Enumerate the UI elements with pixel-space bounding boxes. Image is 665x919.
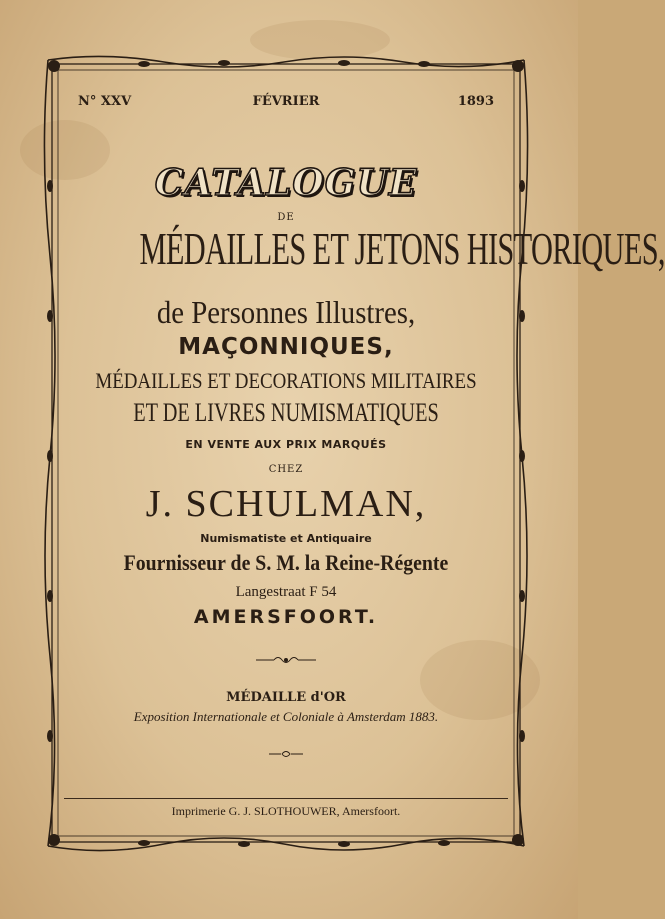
issue-year: 1893 — [457, 94, 494, 109]
issue-header — [78, 94, 494, 114]
scroll-ornament-icon — [64, 650, 508, 669]
title-en-vente: EN VENTE AUX PRIX MARQUÉS — [185, 438, 387, 451]
catalogue-title: CATALOGUE — [154, 162, 418, 204]
title-livres-numismatiques: ET DE LIVRES NUMISMATIQUES — [133, 398, 439, 427]
dealer-street: Langestraat F 54 — [235, 584, 337, 600]
printer-line: Imprimerie G. J. SLOTHOUWER, Amersfoort. — [171, 804, 401, 818]
title-medailles-jetons: MÉDAILLES ET JETONS HISTORIQUES, — [139, 223, 665, 274]
paper-stain — [250, 20, 390, 60]
cross-ornament-icon — [64, 744, 508, 763]
dealer-chez: CHEZ — [268, 464, 304, 475]
dealer-profession: Numismatiste et Antiquaire — [200, 532, 372, 545]
dealer-name: J. SCHULMAN, — [145, 483, 427, 525]
award-exhibition: Exposition Internationale et Coloniale à Amsterdam 1883. — [133, 709, 439, 724]
dealer-city: AMERSFOORT. — [193, 606, 379, 628]
issue-number: N° XXV — [78, 94, 132, 109]
award-medal: MÉDAILLE d'OR — [226, 690, 346, 705]
footer-rule — [64, 798, 508, 799]
title-maconniques: MAÇONNIQUES, — [178, 334, 394, 360]
cover-content — [64, 76, 665, 836]
title-decorations-militaires: MÉDAILLES ET DECORATIONS MILITAIRES — [95, 368, 477, 393]
title-personnes-illustres: de Personnes Illustres, — [156, 294, 416, 330]
title-de: DE — [277, 212, 295, 223]
dealer-appointment: Fournisseur de S. M. la Reine-Régente — [123, 550, 449, 575]
issue-month: FÉVRIER — [252, 94, 320, 109]
